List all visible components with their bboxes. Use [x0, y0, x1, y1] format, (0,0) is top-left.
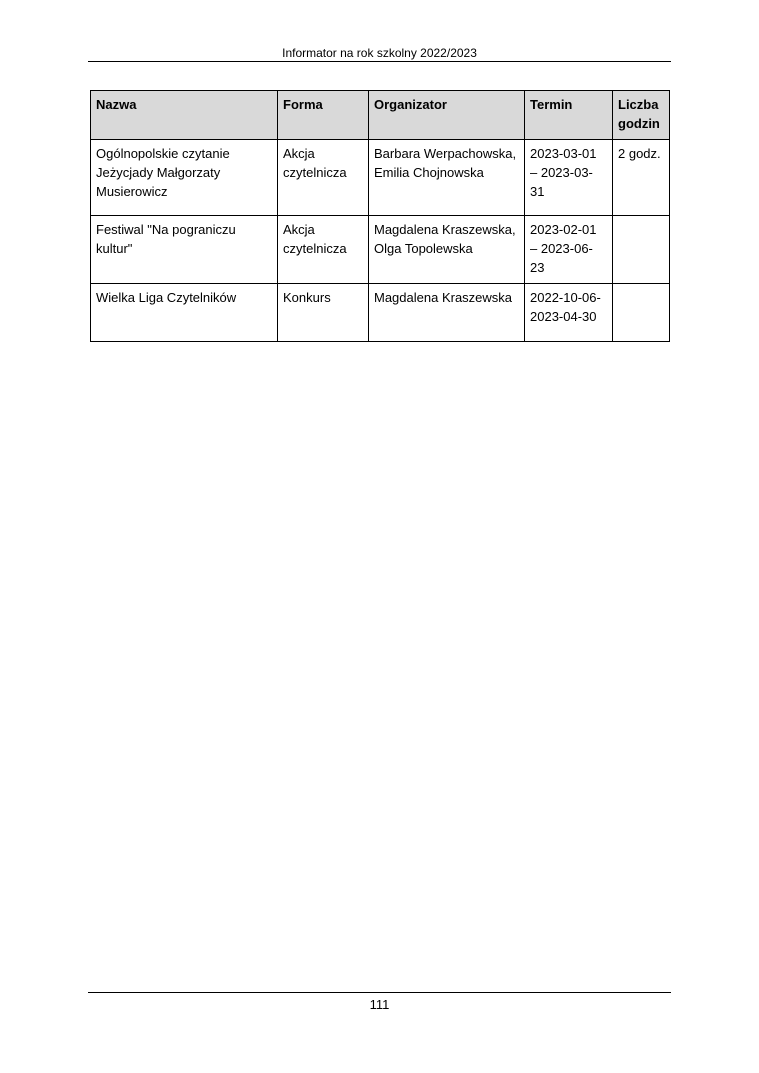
cell-nazwa: Wielka Liga Czytelników — [91, 284, 278, 342]
column-header-organizator: Organizator — [369, 91, 525, 140]
column-header-forma: Forma — [278, 91, 369, 140]
table-header-row — [91, 91, 670, 140]
cell-organizator: Magdalena Kraszewska — [369, 284, 525, 342]
page-number: 111 — [369, 997, 390, 1012]
cell-forma: Konkurs — [278, 284, 369, 342]
cell-organizator: Barbara Werpachowska, Emilia Chojnowska — [369, 140, 525, 216]
cell-liczba-godzin — [613, 216, 670, 284]
footer-divider — [88, 992, 671, 993]
table-row — [91, 140, 670, 216]
events-table — [90, 90, 670, 342]
column-header-nazwa: Nazwa — [91, 91, 278, 140]
cell-forma: Akcja czytelnicza — [278, 140, 369, 216]
cell-termin: 2023-03-01 – 2023-03-31 — [525, 140, 613, 216]
cell-liczba-godzin: 2 godz. — [613, 140, 670, 216]
header-divider — [88, 61, 671, 62]
cell-liczba-godzin — [613, 284, 670, 342]
column-header-termin: Termin — [525, 91, 613, 140]
cell-nazwa: Festiwal "Na pograniczu kultur" — [91, 216, 278, 284]
column-header-liczba-godzin: Liczba godzin — [613, 91, 670, 140]
cell-forma: Akcja czytelnicza — [278, 216, 369, 284]
table-row — [91, 216, 670, 284]
page-header-title: Informator na rok szkolny 2022/2023 — [282, 46, 477, 60]
cell-termin: 2022-10-06-2023-04-30 — [525, 284, 613, 342]
cell-organizator: Magdalena Kraszewska, Olga Topolewska — [369, 216, 525, 284]
cell-nazwa: Ogólnopolskie czytanie Jeżycjady Małgorzaty Musierowicz — [91, 140, 278, 216]
table-row — [91, 284, 670, 342]
cell-termin: 2023-02-01 – 2023-06-23 — [525, 216, 613, 284]
